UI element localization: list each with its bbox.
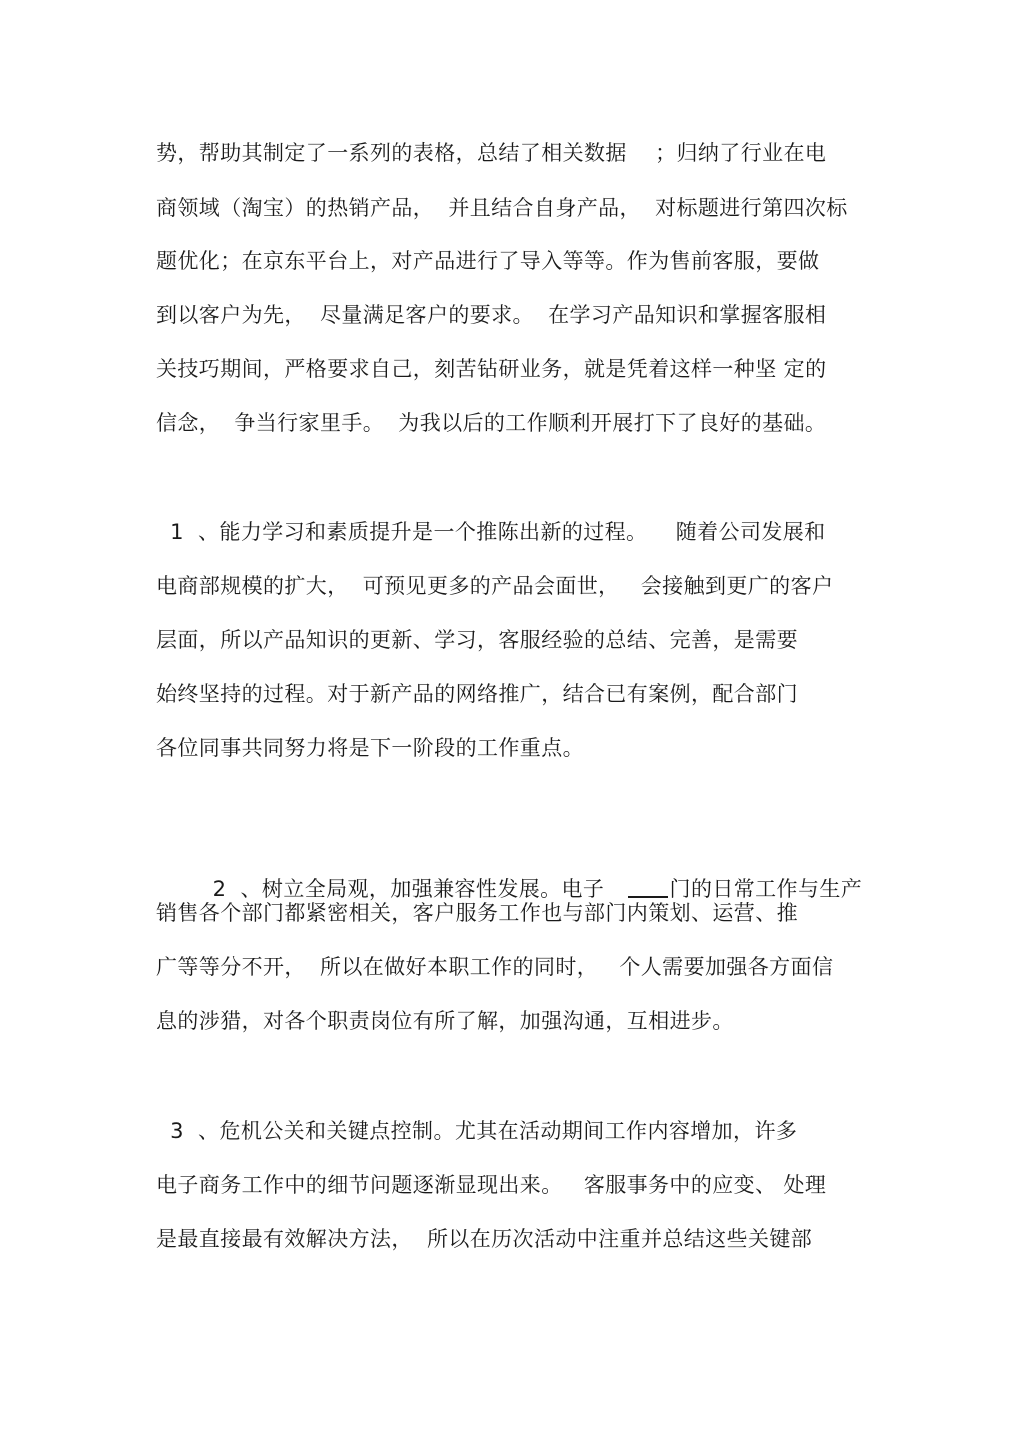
text-line: 关技巧期间，严格要求自己，刻苦钻研业务，就是凭着这样一种坚 定的 bbox=[156, 357, 827, 381]
text-line: 是最直接最有效解决方法， 所以在历次活动中注重并总结这些关键部 bbox=[156, 1227, 813, 1251]
text-line: 商领域（淘宝）的热销产品， 并且结合自身产品， 对标题进行第四次标 bbox=[156, 196, 848, 220]
text-segment: 门的日常工作与生产 bbox=[669, 877, 863, 901]
text-line: 1 、能力学习和素质提升是一个推陈出新的过程。 随着公司发展和 bbox=[156, 520, 826, 544]
text-line: 势，帮助其制定了一系列的表格，总结了相关数据 ；归纳了行业在电 bbox=[156, 141, 827, 165]
fill-in-blank bbox=[628, 876, 668, 898]
text-line: 层面，所以产品知识的更新、学习，客服经验的总结、完善，是需要 bbox=[156, 628, 798, 652]
text-line: 始终坚持的过程。对于新产品的网络推广，结合已有案例，配合部门 bbox=[156, 682, 798, 706]
text-line: 销售各个部门都紧密相关，客户服务工作也与部门内策划、运营、推 bbox=[156, 901, 798, 925]
text-line: 到以客户为先， 尽量满足客户的要求。 在学习产品知识和掌握客服相 bbox=[156, 303, 827, 327]
text-line: 题优化；在京东平台上，对产品进行了导入等等。作为售前客服，要做 bbox=[156, 249, 820, 273]
text-line: 息的涉猎，对各个职责岗位有所了解，加强沟通，互相进步。 bbox=[156, 1009, 734, 1033]
text-line: 信念， 争当行家里手。 为我以后的工作顺利开展打下了良好的基础。 bbox=[156, 411, 827, 435]
text-line: 电商部规模的扩大， 可预见更多的产品会面世， 会接触到更广的客户 bbox=[156, 574, 834, 598]
text-segment: 2 、树立全局观，加强兼容性发展。电子 bbox=[198, 877, 626, 901]
text-line: 各位同事共同努力将是下一阶段的工作重点。 bbox=[156, 736, 584, 760]
text-line: 电子商务工作中的细节问题逐渐显现出来。 客服事务中的应变、 处理 bbox=[156, 1173, 827, 1197]
text-line bbox=[156, 844, 863, 901]
text-line: 3 、危机公关和关键点控制。尤其在活动期间工作内容增加，许多 bbox=[156, 1119, 798, 1143]
text-line: 广等等分不开， 所以在做好本职工作的同时， 个人需要加强各方面信 bbox=[156, 955, 834, 979]
